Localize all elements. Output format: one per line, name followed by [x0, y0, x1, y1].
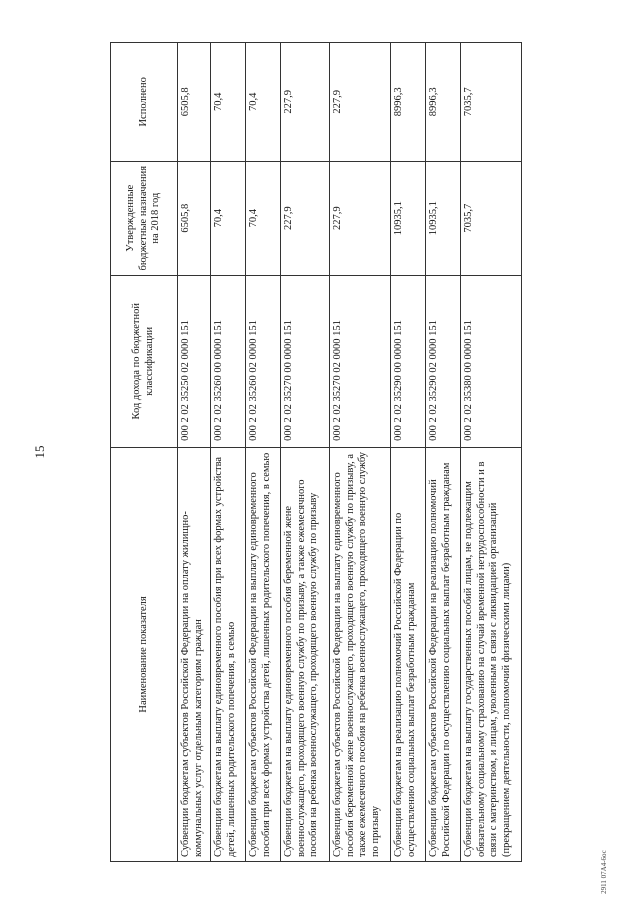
- row-approved: 70,4: [211, 161, 246, 275]
- row-code: 000 2 02 35260 00 0000 151: [211, 275, 246, 447]
- footer-code: 2911 07А4-6ос: [600, 850, 608, 894]
- row-executed: 6505,8: [178, 43, 211, 162]
- row-executed: 8996,3: [391, 43, 426, 162]
- table-row: [426, 43, 461, 862]
- row-approved: 6505,8: [178, 161, 211, 275]
- row-name: Субвенции бюджетам субъектов Российской Федерации на выплату единовременного пособия беременной жене военнослужащего, проходящего военную службу по призыву, а также ежемесячного пособия на ребенка военнослужащего, проходящего военную службу по призыву: [330, 447, 391, 861]
- budget-table: [110, 42, 522, 862]
- row-name: Субвенции бюджетам на выплату государственных пособий лицам, не подлежащим обязательному социальному страхованию на случай временной нетрудоспособности и в связи с материнством, и лицам, уволенным в связи с ликвидацией организаций (прекращением деятельности, полномочий физическими лицами): [461, 447, 522, 861]
- row-code: 000 2 02 35250 02 0000 151: [178, 275, 211, 447]
- row-code: 000 2 02 35290 02 0000 151: [426, 275, 461, 447]
- header-executed: Исполнено: [111, 43, 178, 162]
- table-header-row: [111, 43, 178, 862]
- row-name: Субвенции бюджетам на реализацию полномочий Российской Федерации по осуществлению социальных выплат безработным гражданам: [391, 447, 426, 861]
- row-executed: 227,9: [330, 43, 391, 162]
- table-row: [246, 43, 281, 862]
- row-name: Субвенции бюджетам субъектов Российской Федерации на выплату единовременного пособия при всех формах устройства детей, лишенных родительского попечения, в семью: [246, 447, 281, 861]
- row-approved: 227,9: [281, 161, 330, 275]
- row-executed: 227,9: [281, 43, 330, 162]
- row-executed: 8996,3: [426, 43, 461, 162]
- row-name: Субвенции бюджетам субъектов Российской Федерации на реализацию полномочий Российской Федерации по осуществлению социальных выплат безработным гражданам: [426, 447, 461, 861]
- table-row: [178, 43, 211, 862]
- table-row: [211, 43, 246, 862]
- row-approved: 70,4: [246, 161, 281, 275]
- row-executed: 70,4: [211, 43, 246, 162]
- table-row: [391, 43, 426, 862]
- row-name: Субвенции бюджетам на выплату единовременного пособия при всех формах устройства детей, лишенных родительского попечения, в семью: [211, 447, 246, 861]
- row-executed: 7035,7: [461, 43, 522, 162]
- header-code: Код дохода по бюджетной классификации: [111, 275, 178, 447]
- row-code: 000 2 02 35290 00 0000 151: [391, 275, 426, 447]
- row-code: 000 2 02 35380 00 0000 151: [461, 275, 522, 447]
- page-number: 15: [32, 445, 47, 459]
- row-approved: 10935,1: [426, 161, 461, 275]
- row-code: 000 2 02 35270 02 0000 151: [330, 275, 391, 447]
- row-code: 000 2 02 35260 02 0000 151: [246, 275, 281, 447]
- table-row: [281, 43, 330, 862]
- table-row: [461, 43, 522, 862]
- row-approved: 227,9: [330, 161, 391, 275]
- row-approved: 10935,1: [391, 161, 426, 275]
- row-code: 000 2 02 35270 00 0000 151: [281, 275, 330, 447]
- header-name: Наименование показателя: [111, 447, 178, 861]
- row-executed: 70,4: [246, 43, 281, 162]
- row-name: Субвенции бюджетам субъектов Российской Федерации на оплату жилищно-коммунальных услуг отдельным категориям граждан: [178, 447, 211, 861]
- rotated-table-container: [110, 42, 630, 862]
- table-row: [330, 43, 391, 862]
- header-approved: Утвержденные бюджетные назначения на 2018 год: [111, 161, 178, 275]
- row-approved: 7035,7: [461, 161, 522, 275]
- row-name: Субвенции бюджетам на выплату единовременного пособия беременной жене военнослужащего, проходящего военную службу по призыву, а также ежемесячного пособия на ребенка военнослужащего, проходящего военную службу по призыву: [281, 447, 330, 861]
